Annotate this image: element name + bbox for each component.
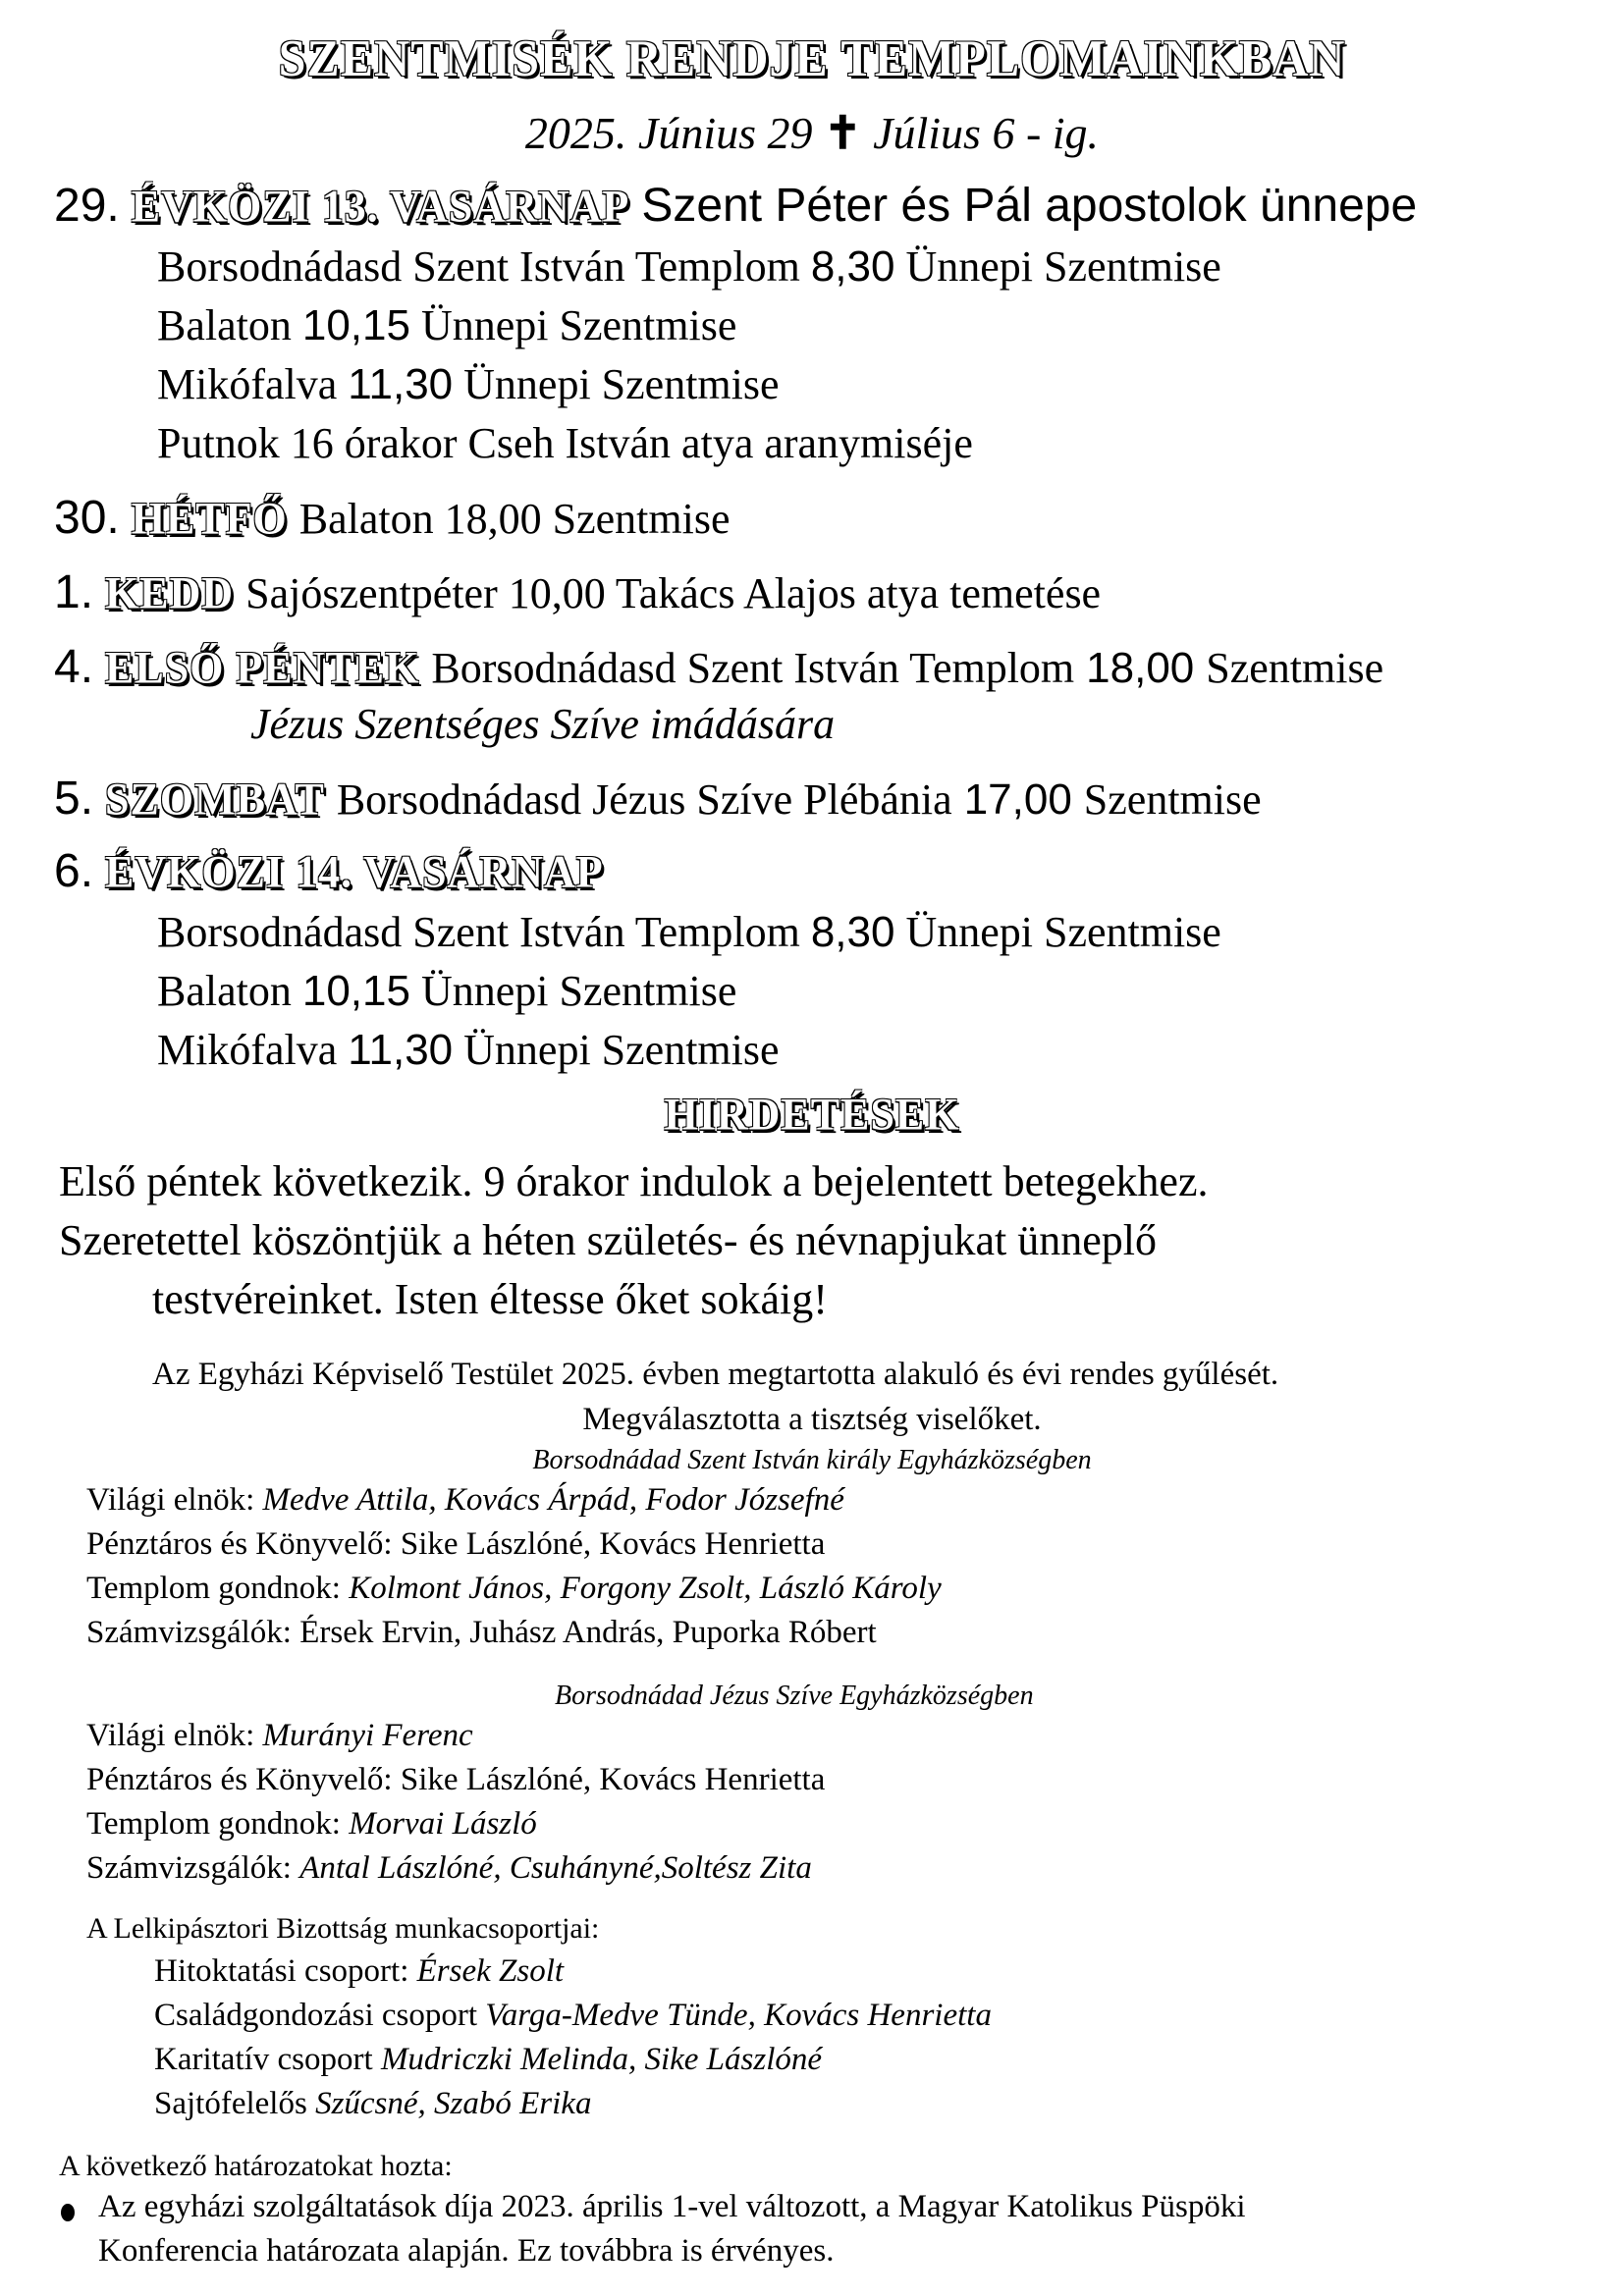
council-intro: Az Egyházi Képviselő Testület 2025. évben megtartotta alakuló és évi rendes gyűlését. xyxy=(152,1357,1279,1392)
parish-name: Borsodnádad Jézus Szíve Egyházközségben xyxy=(555,1681,1034,1711)
date-range xyxy=(0,106,1624,159)
schedule-day-1: 1. KEDD Sajószentpéter 10,00 Takács Alajos atya temetése xyxy=(54,566,1102,619)
day-text: Szent Péter és Pál apostolok ünnepe xyxy=(641,180,1418,232)
council-row: Pénztáros és Könyvelő: Sike Lászlóné, Kovács Henrietta xyxy=(86,1762,826,1797)
mass-item: Balaton 10,15 Ünnepi Szentmise xyxy=(157,967,737,1015)
day-name: SZOMBAT xyxy=(105,774,325,826)
council-row: Templom gondnok: Kolmont János, Forgony Zsolt, László Károly xyxy=(86,1571,942,1606)
pastoral-title: A Lelkipásztori Bizottság munkacsoportjai: xyxy=(86,1912,600,1945)
date-to: Július 6 - ig. xyxy=(873,108,1100,158)
council-row: Világi elnök: Medve Attila, Kovács Árpád, Fodor Józsefné xyxy=(86,1482,844,1518)
council-row: Világi elnök: Murányi Ferenc xyxy=(86,1718,473,1753)
schedule-day-4: 4. ELSŐ PÉNTEK Borsodnádasd Szent István Templom 18,00 Szentmise xyxy=(54,641,1384,694)
council-row: Számvizsgálók: Antal Lászlóné, Csuhányné,Soltész Zita xyxy=(86,1850,812,1886)
schedule-day-30: 30. HÉTFŐ Balaton 18,00 Szentmise xyxy=(54,492,731,545)
title-text: SZENTMISÉK RENDJE TEMPLOMAINKBAN xyxy=(278,28,1346,87)
decision-item: Az egyházi szolgáltatások díja 2023. április 1-vel változott, a Magyar Katolikus Püspöki xyxy=(98,2189,1246,2224)
mass-item: Borsodnádasd Szent István Templom 8,30 Ünnepi Szentmise xyxy=(157,242,1221,291)
pastoral-row: Sajtófelelős Szűcsné, Szabó Erika xyxy=(154,2086,592,2121)
mass-item: Borsodnádasd Szent István Templom 8,30 Ünnepi Szentmise xyxy=(157,908,1221,956)
day-name: ÉVKÖZI 14. VASÁRNAP xyxy=(105,846,604,898)
announcements-title: HIRDETÉSEK xyxy=(664,1089,960,1141)
day-name: KEDD xyxy=(105,567,235,619)
page-title xyxy=(0,29,1624,86)
parish-name: Borsodnádad Szent István király Egyházközségben xyxy=(532,1445,1092,1475)
decision-item: Konferencia határozata alapján. Ez továbbra is érvényes. xyxy=(98,2233,835,2269)
day-name: HÉTFŐ xyxy=(131,493,288,545)
mass-item: Putnok 16 órakor Cseh István atya aranymiséje xyxy=(157,419,973,467)
day-name: ÉVKÖZI 13. VASÁRNAP xyxy=(131,181,630,233)
announcement-line: Első péntek következik. 9 órakor indulok a bejelentett betegekhez. xyxy=(59,1157,1209,1205)
bullet-icon xyxy=(61,2204,75,2221)
pastoral-row: Hitoktatási csoport: Érsek Zsolt xyxy=(154,1953,565,1989)
mass-item: Balaton 10,15 Ünnepi Szentmise xyxy=(157,301,737,349)
mass-item: Mikófalva 11,30 Ünnepi Szentmise xyxy=(157,360,780,408)
schedule-day-6: 6. ÉVKÖZI 14. VASÁRNAP xyxy=(54,845,604,898)
schedule-day-5: 5. SZOMBAT Borsodnádasd Jézus Szíve Plébánia 17,00 Szentmise xyxy=(54,773,1262,826)
day-number: 29. xyxy=(54,180,120,232)
decisions-title: A következő határozatokat hozta: xyxy=(59,2150,453,2182)
day-name: ELSŐ PÉNTEK xyxy=(105,642,420,694)
note: Jézus Szentséges Szíve imádására xyxy=(250,700,836,748)
cross-icon: ✝ xyxy=(824,108,862,158)
pastoral-row: Karitatív csoport Mudriczki Melinda, Sike Lászlóné xyxy=(154,2042,823,2077)
pastoral-row: Családgondozási csoport Varga-Medve Tünde, Kovács Henrietta xyxy=(154,1998,992,2033)
mass-item: Mikófalva 11,30 Ünnepi Szentmise xyxy=(157,1026,780,1074)
announcement-line: testvéreinket. Isten éltesse őket sokáig! xyxy=(152,1275,828,1323)
date-from: 2025. Június 29 xyxy=(524,108,813,158)
council-row: Számvizsgálók: Érsek Ervin, Juhász András, Puporka Róbert xyxy=(86,1615,877,1650)
announcement-line: Szeretettel köszöntjük a héten születés- és névnapjukat ünneplő xyxy=(59,1216,1157,1264)
council-row: Templom gondnok: Morvai László xyxy=(86,1806,537,1842)
council-row: Pénztáros és Könyvelő: Sike Lászlóné, Kovács Henrietta xyxy=(86,1526,826,1562)
schedule-day-29 xyxy=(54,179,1417,233)
council-intro-2: Megválasztotta a tisztség viselőket. xyxy=(582,1402,1042,1437)
